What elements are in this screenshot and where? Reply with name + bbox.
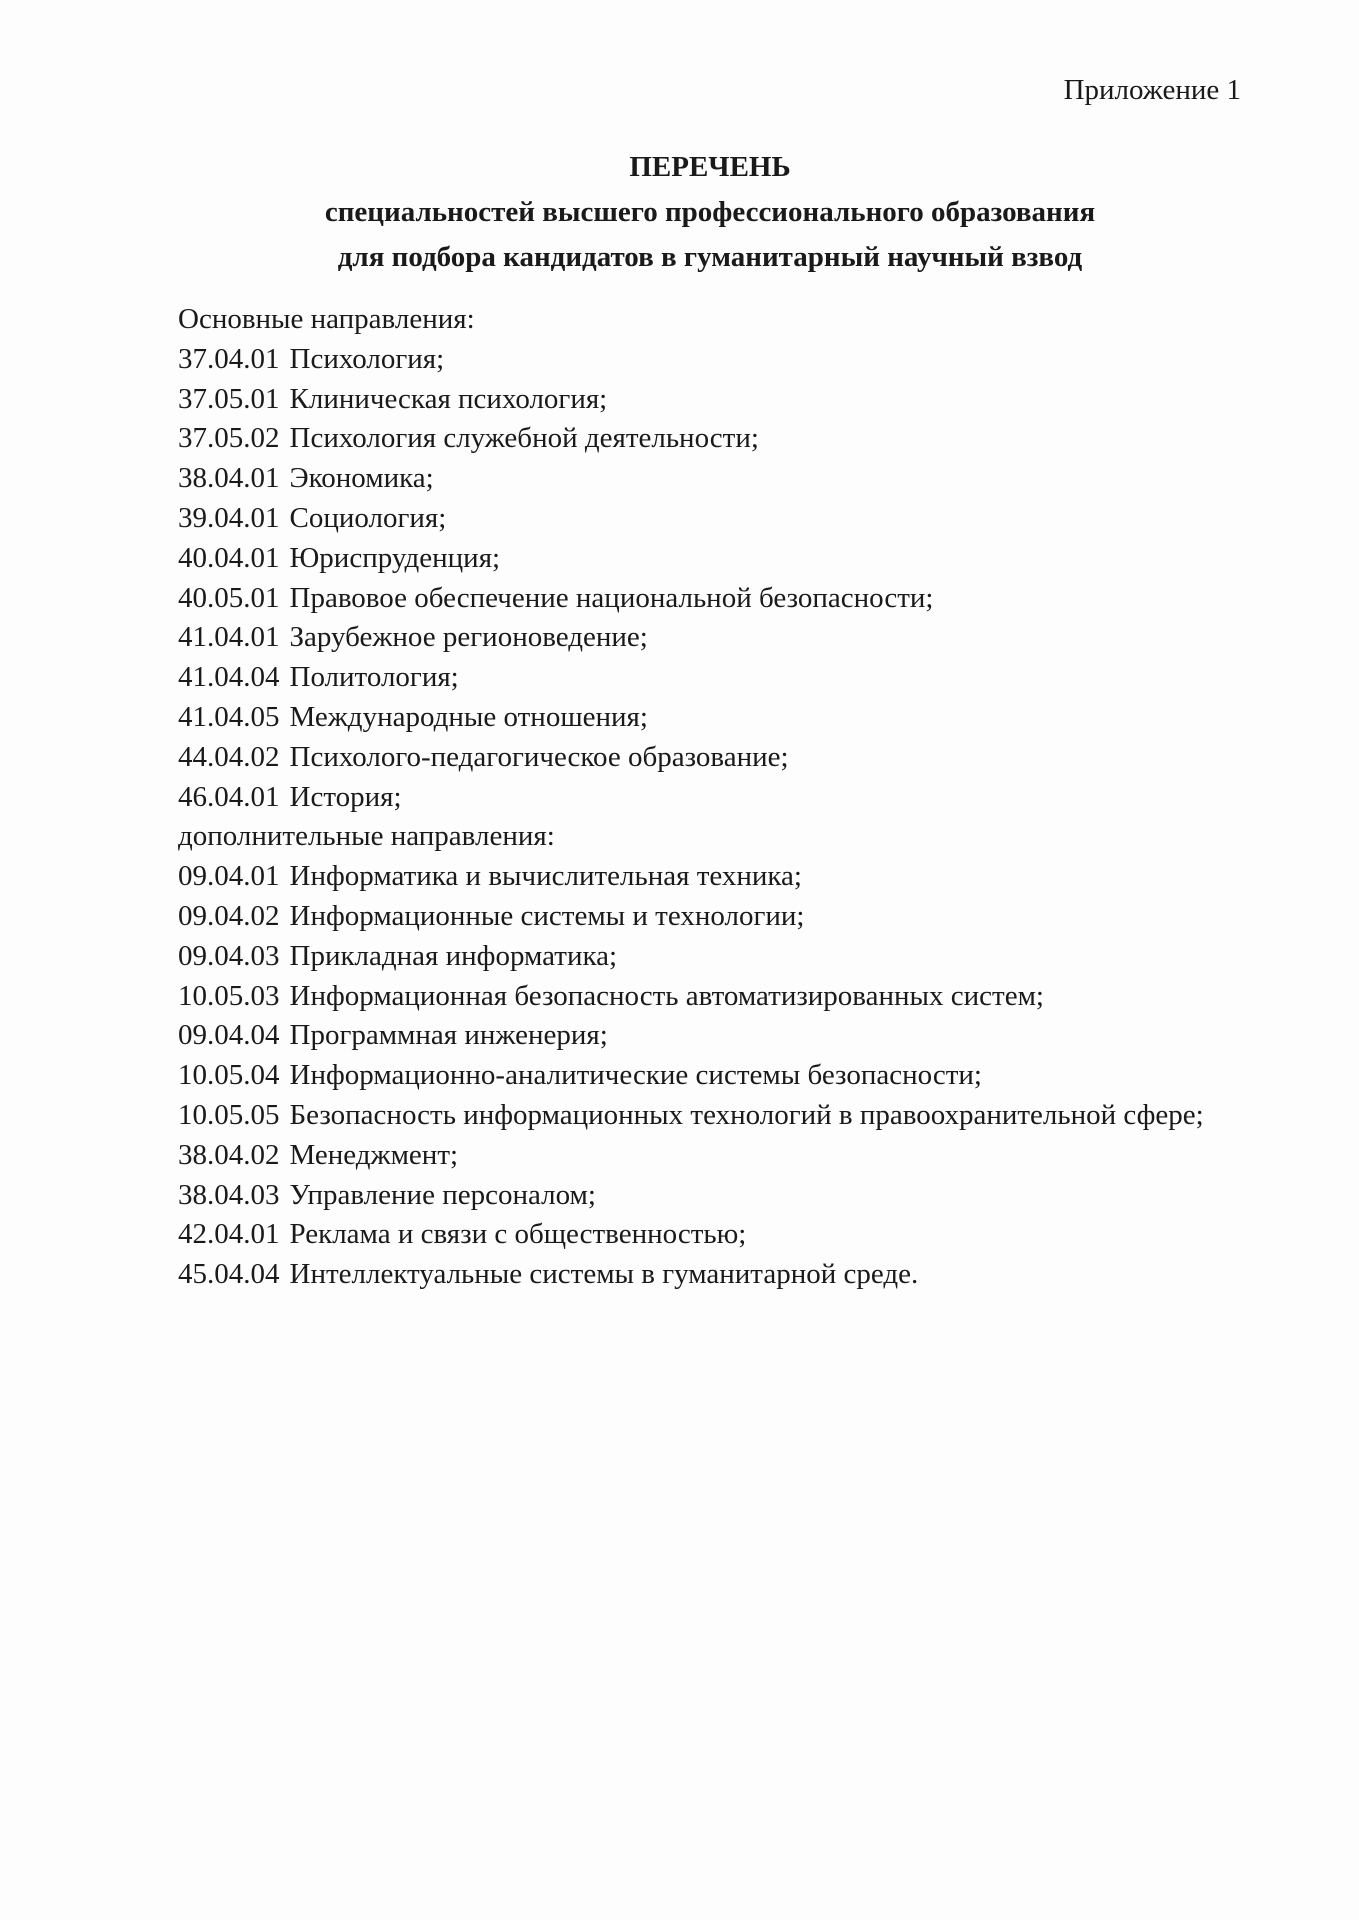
specialty-code: 45.04.04 <box>178 1258 280 1291</box>
specialty-name: Правовое обеспечение национальной безопасности; <box>289 581 934 614</box>
list-item <box>178 459 1258 499</box>
main-section-label: Основные направления: <box>178 303 475 335</box>
specialty-code: 41.04.01 <box>178 621 280 654</box>
list-item <box>178 579 1258 619</box>
specialty-code: 40.04.01 <box>178 541 280 574</box>
specialty-name: Информационные системы и технологии; <box>289 899 805 932</box>
list-item <box>178 380 1258 420</box>
document-heading <box>150 145 1270 280</box>
specialty-code: 09.04.04 <box>178 1019 280 1052</box>
list-item <box>178 937 1258 977</box>
specialty-code: 37.04.01 <box>178 342 280 375</box>
heading-subtitle-line-1: специальностей высшего профессионального образования <box>324 196 1096 228</box>
specialty-code: 10.05.03 <box>178 979 280 1012</box>
specialty-name: Реклама и связи с общественностью; <box>289 1218 747 1251</box>
specialty-code: 38.04.02 <box>178 1138 280 1171</box>
specialty-code: 09.04.01 <box>178 860 280 893</box>
list-item <box>178 1215 1258 1255</box>
specialty-code: 37.05.02 <box>178 422 280 455</box>
list-item <box>178 1016 1258 1056</box>
list-item <box>178 977 1258 1017</box>
specialties-list <box>178 300 1258 1295</box>
specialty-code: 09.04.03 <box>178 939 280 972</box>
list-item <box>178 419 1258 459</box>
specialty-name: Программная инженерия; <box>289 1019 608 1052</box>
specialty-code: 44.04.02 <box>178 740 280 773</box>
specialty-code: 40.05.01 <box>178 581 280 614</box>
specialty-name: Международные отношения; <box>289 700 648 733</box>
list-item <box>178 1176 1258 1216</box>
specialty-name: Экономика; <box>289 462 434 495</box>
specialty-code: 38.04.01 <box>178 462 280 495</box>
specialty-name: Безопасность информационных технологий в правоохранительной сфере; <box>289 1098 1204 1131</box>
list-item <box>178 539 1258 579</box>
specialty-code: 46.04.01 <box>178 780 280 813</box>
specialty-name: Прикладная информатика; <box>289 939 618 972</box>
specialty-name: Менеджмент; <box>289 1138 459 1171</box>
specialty-code: 10.05.05 <box>178 1098 280 1131</box>
specialty-name: Психология служебной деятельности; <box>289 422 759 455</box>
list-item <box>178 857 1258 897</box>
specialty-code: 38.04.03 <box>178 1178 280 1211</box>
specialty-name: Психология; <box>289 342 445 375</box>
specialty-name: Социология; <box>289 501 447 534</box>
list-item <box>178 738 1258 778</box>
list-item <box>178 340 1258 380</box>
list-item <box>178 778 1258 818</box>
list-item <box>178 1136 1258 1176</box>
specialty-name: Информационная безопасность автоматизированных систем; <box>289 979 1044 1012</box>
specialty-name: Управление персоналом; <box>289 1178 596 1211</box>
specialty-name: Интеллектуальные системы в гуманитарной среде. <box>289 1258 919 1291</box>
specialty-code: 10.05.04 <box>178 1059 280 1092</box>
specialty-code: 39.04.01 <box>178 501 280 534</box>
additional-section-label: дополнительные направления: <box>178 820 555 853</box>
list-item <box>178 658 1258 698</box>
specialty-name: Информационно-аналитические системы безопасности; <box>289 1059 982 1092</box>
specialty-name: Юриспруденция; <box>289 541 501 574</box>
specialty-code: 41.04.05 <box>178 700 280 733</box>
list-item <box>178 499 1258 539</box>
list-item <box>178 1096 1258 1136</box>
specialty-code: 37.05.01 <box>178 382 280 415</box>
list-item <box>178 897 1258 937</box>
specialty-name: Политология; <box>289 661 459 694</box>
specialty-name: Информатика и вычислительная техника; <box>289 860 802 893</box>
specialty-name: Клиническая психология; <box>289 382 608 415</box>
list-item <box>178 1255 1258 1295</box>
heading-subtitle-line-2: для подбора кандидатов в гуманитарный научный взвод <box>337 241 1083 273</box>
specialty-code: 09.04.02 <box>178 899 280 932</box>
specialty-name: История; <box>289 780 402 813</box>
specialty-name: Зарубежное регионоведение; <box>289 621 648 654</box>
annex-label: Приложение 1 <box>1063 74 1241 106</box>
list-item <box>178 1056 1258 1096</box>
heading-title: ПЕРЕЧЕНЬ <box>629 151 791 183</box>
specialty-name: Психолого-педагогическое образование; <box>289 740 789 773</box>
list-item <box>178 618 1258 658</box>
specialty-code: 41.04.04 <box>178 661 280 694</box>
list-item <box>178 698 1258 738</box>
specialty-code: 42.04.01 <box>178 1218 280 1251</box>
